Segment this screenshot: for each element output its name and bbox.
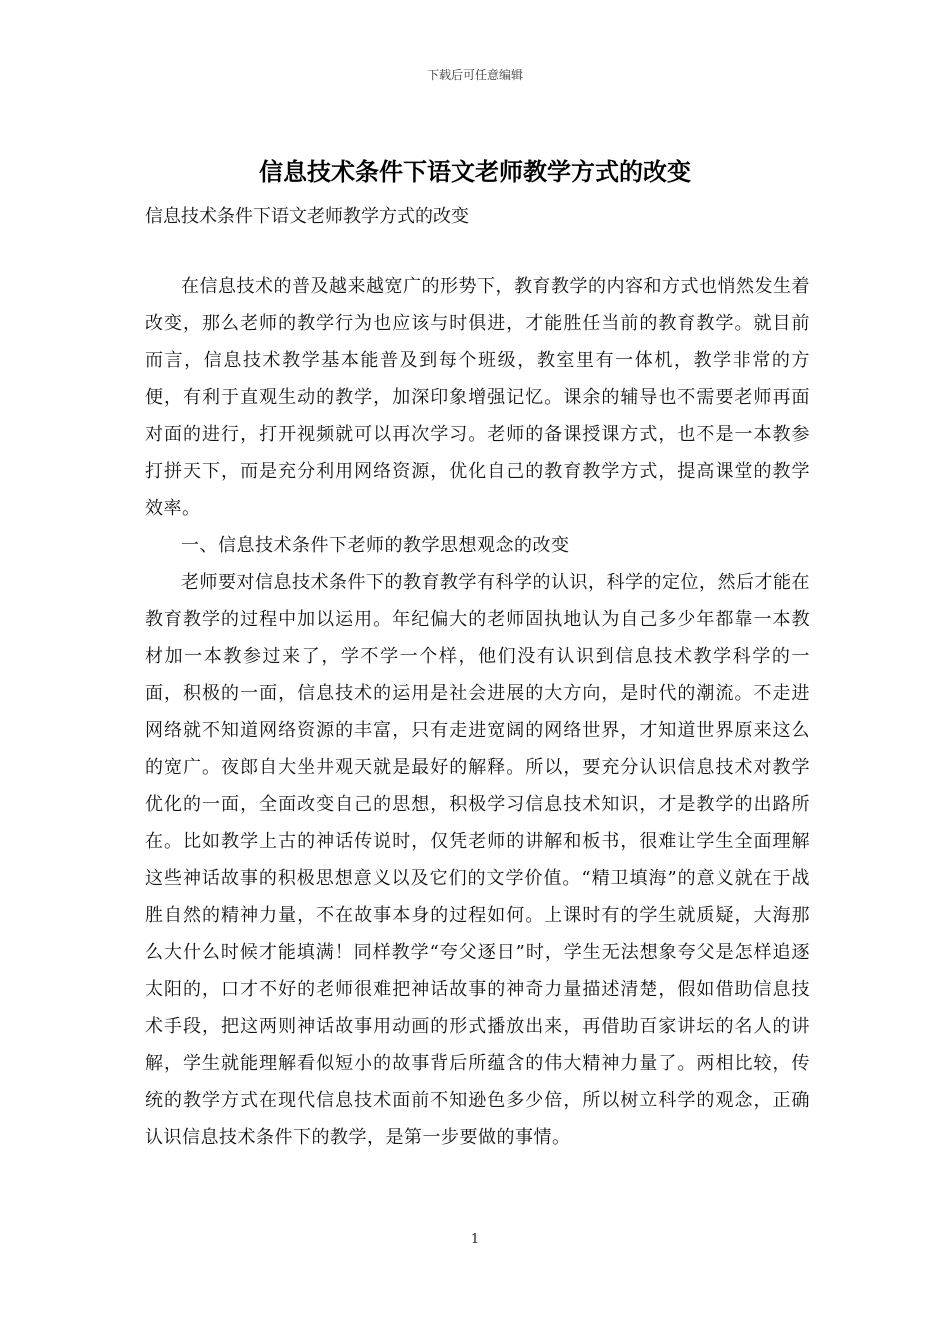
document-body	[145, 268, 810, 1156]
section-heading: 一、信息技术条件下老师的教学思想观念的改变	[181, 535, 570, 556]
body-paragraph: 老师要对信息技术条件下的教育教学有科学的认识，科学的定位，然后才能在教育教学的过程中加以运用。年纪偏大的老师固执地认为自己多少年都靠一本教材加一本教参过来了，学不学一个样，他们没有认识到信息技术教学科学的一面，积极的一面，信息技术的运用是社会进展的大方向，是时代的潮流。不走进网络就不知道网络资源的丰富，只有走进宽阔的网络世界，才知道世界原来这么的宽广。夜郎自大坐井观天就是最好的解释。所以，要充分认识信息技术对教学优化的一面，全面改变自己的思想，积极学习信息技术知识，才是教学的出路所在。比如教学上古的神话传说时，仅凭老师的讲解和板书，很难让学生全面理解这些神话故事的积极思想意义以及它们的文学价值。“精卫填海”的意义就在于战胜自然的精神力量，不在故事本身的过程如何。上课时有的学生就质疑，大海那么大什么时候才能填满！同样教学“夸父逐日”时，学生无法想象夸父是怎样追逐太阳的，口才不好的老师很难把神话故事的神奇力量描述清楚，假如借助信息技术手段，把这两则神话故事用动画的形式播放出来，再借助百家讲坛的名人的讲解，学生就能理解看似短小的故事背后所蕴含的伟大精神力量了。两相比较，传统的教学方式在现代信息技术面前不知逊色多少倍，所以树立科学的观念，正确认识信息技术条件下的教学，是第一步要做的事情。	[145, 572, 810, 1148]
document-subtitle: 信息技术条件下语文老师教学方式的改变	[145, 206, 469, 227]
header-note: 下载后可任意编辑	[426, 68, 523, 82]
body-paragraph: 在信息技术的普及越来越宽广的形势下，教育教学的内容和方式也悄然发生着改变，那么老师的教学行为也应该与时俱进，才能胜任当前的教育教学。就目前而言，信息技术教学基本能普及到每个班级，教室里有一体机，教学非常的方便，有利于直观生动的教学，加深印象增强记忆。课余的辅导也不需要老师再面对面的进行，打开视频就可以再次学习。老师的备课授课方式，也不是一本教参打拼天下，而是充分利用网络资源，优化自己的教育教学方式，提高课堂的教学效率。	[145, 276, 810, 519]
page-number: 1	[470, 1232, 480, 1247]
document-title: 信息技术条件下语文老师教学方式的改变	[259, 157, 691, 186]
